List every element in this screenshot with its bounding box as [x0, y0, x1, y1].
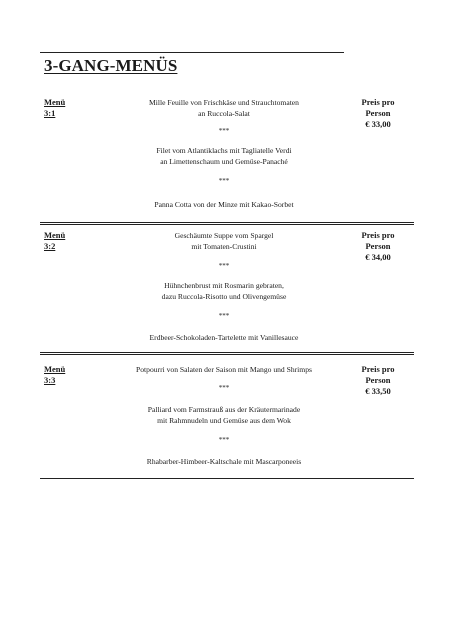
course-starter: [106, 230, 342, 252]
price-unit: Person: [365, 375, 391, 385]
course-line: Panna Cotta von der Minze mit Kakao-Sorbet: [154, 200, 294, 209]
course-line: mit Tomaten-Crustini: [191, 242, 257, 251]
price-unit: Person: [365, 241, 391, 251]
course-line: Rhabarber-Himbeer-Kaltschale mit Mascarponeeis: [146, 457, 302, 466]
closing-rule: [40, 478, 414, 479]
price-label: Preis pro: [361, 97, 395, 107]
course-separator: ***: [218, 384, 230, 392]
course-separator: ***: [218, 262, 230, 270]
course-separator: ***: [218, 127, 230, 135]
course-line: Erdbeer-Schokoladen-Tartelette mit Vanillesauce: [149, 333, 299, 342]
course-line: mit Rahmnudeln und Gemüse aus dem Wok: [157, 416, 291, 425]
menu-label: [44, 230, 65, 252]
menu-label: [44, 364, 65, 386]
menu-label-word: Menü: [44, 230, 66, 240]
course-main: [106, 404, 342, 426]
course-separator: ***: [218, 312, 230, 320]
section-divider: [40, 222, 414, 225]
menu-number: 3:3: [44, 375, 56, 385]
section-divider: [40, 352, 414, 355]
price-amount: € 34,00: [365, 252, 391, 262]
page-title: 3-GANG-MENÜS: [44, 56, 178, 75]
price-unit: Person: [365, 108, 391, 118]
course-line: Filet vom Atlantiklachs mit Tagliatelle Verdi: [156, 146, 292, 155]
course-separator: ***: [218, 436, 230, 444]
price-label: Preis pro: [361, 230, 395, 240]
menu-label-word: Menü: [44, 97, 66, 107]
course-line: Mille Feuille von Frischkäse und Strauchtomaten: [149, 98, 299, 107]
course-dessert: [106, 332, 342, 343]
course-starter: [106, 97, 342, 119]
price-amount: € 33,50: [365, 386, 391, 396]
course-line: Palliard vom Farmstrauß aus der Kräutermarinade: [147, 405, 301, 414]
course-line: an Limettenschaum und Gemüse-Panaché: [160, 157, 288, 166]
course-dessert: [106, 199, 342, 210]
course-main: [106, 280, 342, 302]
price-label: Preis pro: [361, 364, 395, 374]
menu-label-word: Menü: [44, 364, 66, 374]
course-line: dazu Ruccola-Risotto und Olivengemüse: [161, 292, 287, 301]
price-amount: € 33,00: [365, 119, 391, 129]
menu-number: 3:2: [44, 241, 56, 251]
menu-price: [348, 97, 408, 130]
course-line: Potpourri von Salaten der Saison mit Mango und Shrimps: [136, 365, 312, 374]
course-main: [106, 145, 342, 167]
course-starter: [106, 364, 342, 375]
course-line: an Ruccola-Salat: [198, 109, 250, 118]
menu-price: [348, 230, 408, 263]
header-rule: [40, 52, 344, 53]
course-separator: ***: [218, 177, 230, 185]
menu-number: 3:1: [44, 108, 56, 118]
course-dessert: [106, 456, 342, 467]
menu-price: [348, 364, 408, 397]
menu-label: [44, 97, 65, 119]
course-line: Geschäumte Suppe vom Spargel: [174, 231, 274, 240]
course-line: Hühnchenbrust mit Rosmarin gebraten,: [164, 281, 284, 290]
